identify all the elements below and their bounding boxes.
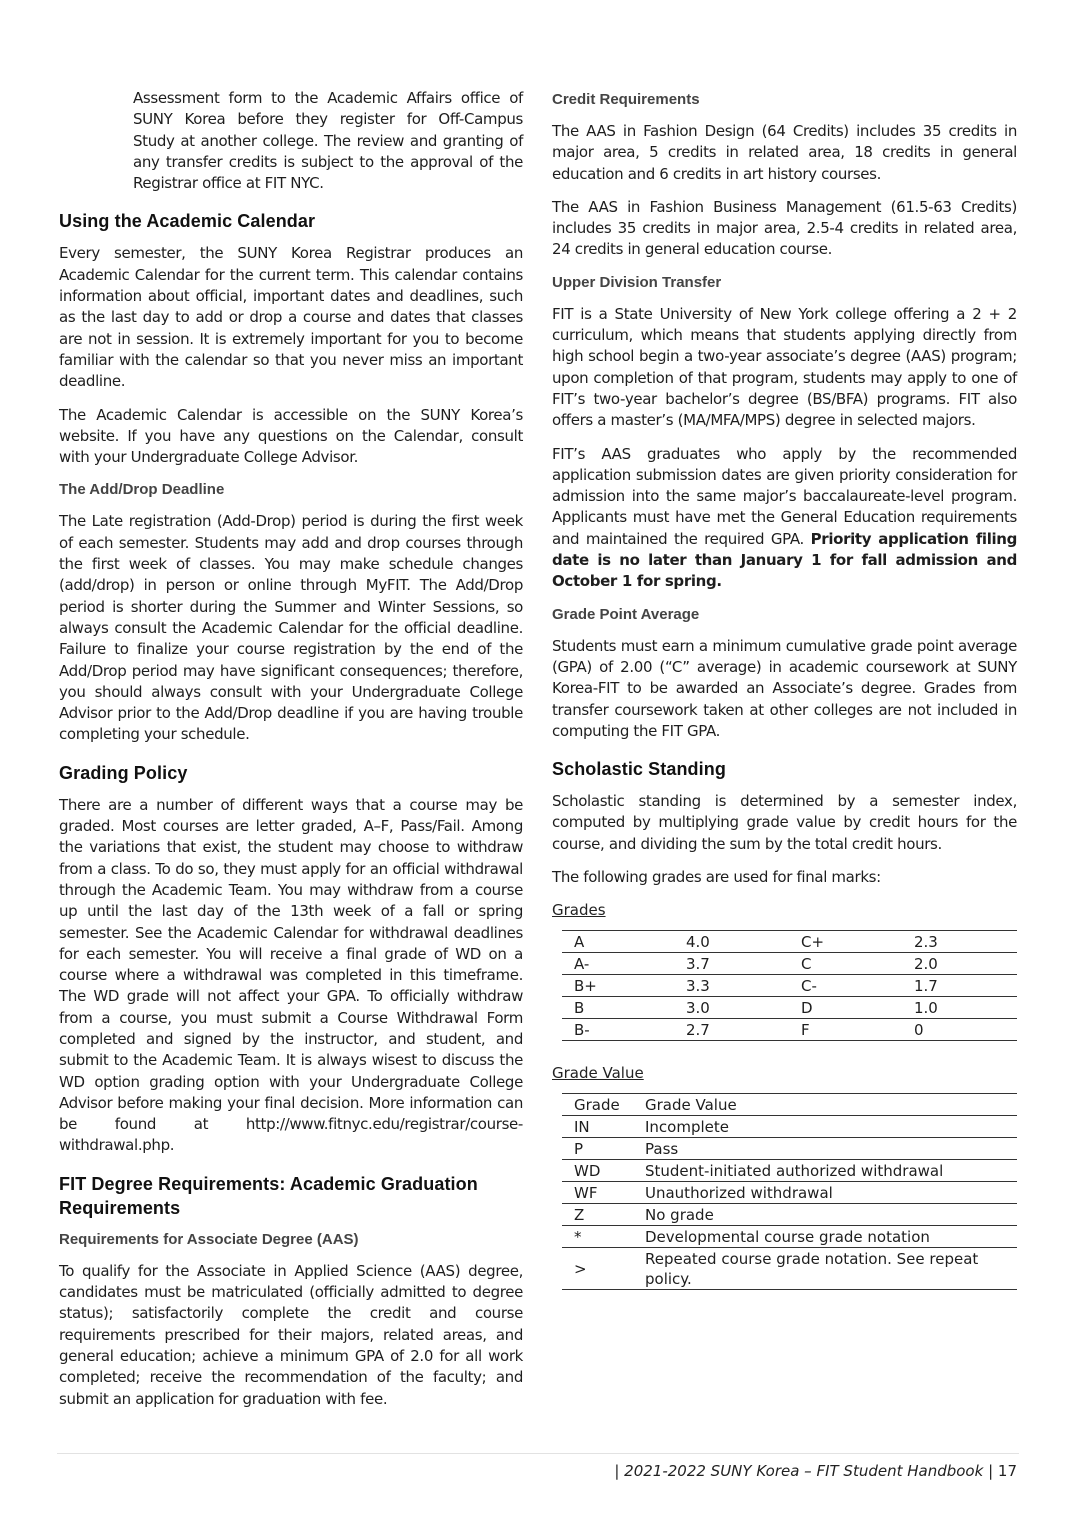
table-cell: Z [562,1204,633,1226]
table-cell: C [789,953,902,975]
table-cell: Developmental course grade notation [633,1226,1017,1248]
table-row [562,1138,1017,1160]
table-row [562,975,1017,997]
table-cell: 3.3 [674,975,789,997]
left-column [59,88,523,1422]
grade-value-label: Grade Value [552,1064,644,1083]
aas-subheading: Requirements for Associate Degree (AAS) [59,1230,359,1248]
table-cell: Incomplete [633,1116,1017,1138]
table-cell: IN [562,1116,633,1138]
table-cell: 1.7 [902,975,1017,997]
table-row [562,1116,1017,1138]
table-cell: 0 [902,1019,1017,1041]
footer-lead: | [614,1462,625,1480]
transfer-paragraph-2 [552,444,1017,593]
table-cell: C- [789,975,902,997]
calendar-heading: Using the Academic Calendar [59,211,316,232]
table-row [562,997,1017,1019]
grades-label: Grades [552,901,606,920]
transfer-paragraph-1: FIT is a State University of New York college offering a 2 + 2 curriculum, which means that students applying directly from high school begin a two-year associate’s degree (AAS) program; upon completion of that program, students may apply to one of FIT’s two-year bachelor’s degree (BS/BFA) programs. FIT also offers a master’s (MA/MFA/MPS) degree in selected majors. [552,304,1017,430]
table-cell: A- [562,953,674,975]
table-cell: B- [562,1019,674,1041]
table-cell: 4.0 [674,931,789,953]
credit-heading: Credit Requirements [552,91,700,108]
adddrop-heading: The Add/Drop Deadline [59,481,225,499]
grading-heading: Grading Policy [59,762,188,783]
table-row [562,1160,1017,1182]
table-row [562,1019,1017,1041]
standing-heading: Scholastic Standing [552,759,726,780]
table-row [562,1248,1017,1290]
table-cell: Repeated course grade notation. See repeat policy. [633,1248,1017,1290]
priority-date-notice: Priority application filing date is no later than January 1 for fall admission and October 1 for spring. [552,529,1017,591]
calendar-paragraph-2: The Academic Calendar is accessible on the SUNY Korea’s website. If you have any questions on the Calendar, consult with your Undergraduate College Advisor. [59,405,523,467]
table-cell: Pass [633,1138,1017,1160]
table-cell: > [562,1248,633,1290]
table-cell: F [789,1019,902,1041]
calendar-paragraph-1: Every semester, the SUNY Korea Registrar produces an Academic Calendar for the current term. This calendar contains information about official, important dates and deadlines, such as the last day to add or drop a course and dates that classes are not in session. It is extremely important for you to become familiar with the calendar so that you never miss an important deadline. [59,244,523,391]
table-cell: * [562,1226,633,1248]
table-row [562,931,1017,953]
adddrop-paragraph: The Late registration (Add-Drop) period is during the first week of each semester. Students may add and drop courses through the first week of classes. You may make schedule changes (add/drop) in person or online through MyFIT. The Add/Drop period is shorter during the Summer and Winter Sessions, so always consult the Academic Calendar for the official deadline. Failure to finalize your course registration by the end of the Add/Drop period may have significant consequences; therefore, you should always consult with your Undergraduate College Advisor prior to the Add/Drop deadline if you are having trouble completing your schedule. [59,512,523,744]
table-cell: 3.7 [674,953,789,975]
right-column [552,88,1017,1312]
standing-paragraph-1: Scholastic standing is determined by a semester index, computed by multiplying grade value by credit hours for the course, and dividing the sum by the total credit hours. [552,792,1017,853]
page-number: | 17 [983,1462,1017,1480]
table-cell: D [789,997,902,1019]
table-cell: Unauthorized withdrawal [633,1182,1017,1204]
table-cell: A [562,931,674,953]
table-cell: WD [562,1160,633,1182]
table-cell: No grade [633,1204,1017,1226]
table-cell: P [562,1138,633,1160]
grading-paragraph: There are a number of different ways that a course may be graded. Most courses are letter graded, A–F, Pass/Fail. Among the variations that exist, the student may choose to withdraw from a class. To do so, they must apply for an official withdrawal through the Academic Team. You may withdraw from a course up until the last day of the 13th week of a fall or spring semester. See the Academic Calendar for withdrawal deadlines for each semester. You will receive a final grade of WD on a course where a withdrawal was completed in this timeframe. The WD grade will not affect your GPA. To officially withdraw from a course, you must submit a Course Withdrawal Form completed and signed by the instructor, and student, and submit to the Academic Team. It is always wisest to discuss the WD option grading option with your Undergraduate College Advisor before making your final decision. More information can be found at http://www.fitnyc.edu/registrar/course-withdrawal.php. [59,795,523,1155]
grades-table [562,930,1017,1041]
table-row [562,1182,1017,1204]
standing-paragraph-2: The following grades are used for final marks: [552,868,881,887]
footer-title: 2021-2022 SUNY Korea – FIT Student Handbook [624,1462,984,1480]
table-cell: 2.7 [674,1019,789,1041]
page-footer [614,1461,1017,1481]
table-row [562,1204,1017,1226]
credit-paragraph-1: The AAS in Fashion Design (64 Credits) includes 35 credits in major area, 5 credits in related area, 18 credits in general education and 6 credits in art history courses. [552,122,1017,183]
table-cell: 2.0 [902,953,1017,975]
table-cell: Grade [562,1094,633,1116]
table-row [562,1094,1017,1116]
grade-value-table [562,1093,1017,1290]
footer-divider [57,1453,1019,1454]
table-cell: Grade Value [633,1094,1017,1116]
table-row [562,953,1017,975]
gpa-heading: Grade Point Average [552,605,700,623]
table-cell: 1.0 [902,997,1017,1019]
credit-paragraph-2: The AAS in Fashion Business Management (61.5-63 Credits) includes 35 credits in major area, 2.5-4 credits in related area, 24 credits in general education course. [552,197,1017,259]
transfer-heading: Upper Division Transfer [552,273,722,291]
table-cell: B [562,997,674,1019]
aas-paragraph: To qualify for the Associate in Applied Science (AAS) degree, candidates must be matriculated (officially admitted to degree status); satisfactorily complete the credit and course requirements prescribed for their majors, related areas, and general education; achieve a minimum GPA of 2.0 for all work completed; receive the recommendation of the faculty; and submit an application for graduation with fee. [59,1261,523,1408]
degree-heading: FIT Degree Requirements: Academic Graduation Requirements [59,1173,478,1218]
table-cell: B+ [562,975,674,997]
table-cell: WF [562,1182,633,1204]
transfer-paragraph-2-text: FIT’s AAS graduates who apply by the recommended application submission dates are given priority consideration for admission into the same major’s baccalaureate-level program. Applicants must have met the General Education requirements and maintained the required GPA. [552,444,1017,548]
intro-paragraph: Assessment form to the Academic Affairs office of SUNY Korea before they register for Off-Campus Study at another college. The review and granting of any transfer credits is subject to the approval of the Registrar office at FIT NYC. [133,89,523,193]
table-cell: 3.0 [674,997,789,1019]
table-row [562,1226,1017,1248]
table-cell: Student-initiated authorized withdrawal [633,1160,1017,1182]
gpa-paragraph: Students must earn a minimum cumulative grade point average (GPA) of 2.00 (“C” average) in academic coursework at SUNY Korea-FIT to be awarded an Associate’s degree. Grades from transfer coursework taken at other colleges are not included in computing the FIT GPA. [552,636,1017,740]
table-cell: C+ [789,931,902,953]
table-cell: 2.3 [902,931,1017,953]
